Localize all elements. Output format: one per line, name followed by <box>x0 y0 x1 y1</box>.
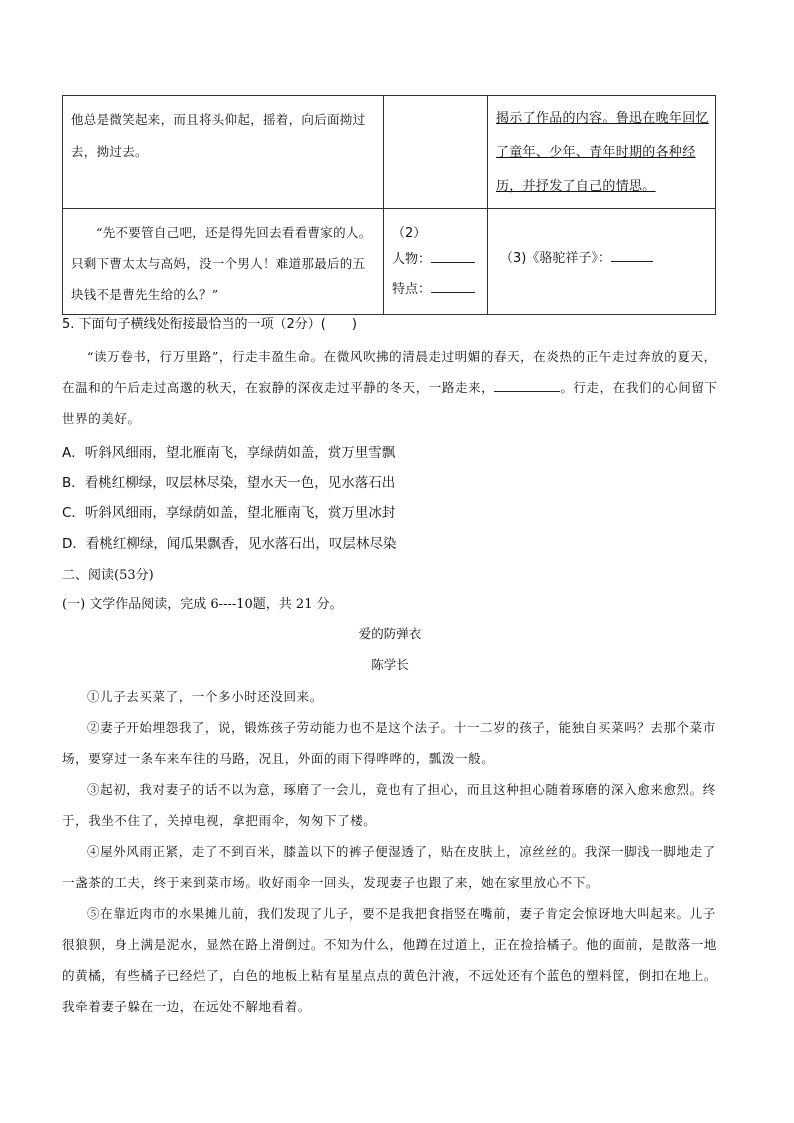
passage-text: “读万卷书，行万里路”，行走丰盈生命。在微风吹拂的清晨走过明媚的春天，在炎热的正午走过奔放的夏天，在温和的午后走过高邈的秋天，在寂静的深夜走过平静的冬天，一路走来， <box>62 349 717 395</box>
article-paragraph: ②妻子开始埋怨我了，说，锻炼孩子劳动能力也不是这个法子。十一二岁的孩子，能独自买菜吗？去那个菜市场，要穿过一条车来车往的马路，况且，外面的雨下得哗哗的，瓢泼一般。 <box>62 720 716 766</box>
blank-number: （2） <box>392 226 427 241</box>
article-paragraph: ③起初，我对妻子的话不以为意，琢磨了一会儿，竟也有了担心，而且这种担心随着琢磨的深入愈来愈烈。终于，我坐不住了，关掉电视，拿把雨伞，匆匆下了楼。 <box>62 782 716 828</box>
question-5-passage <box>62 341 718 434</box>
table-cell <box>488 209 716 315</box>
character-blank[interactable] <box>431 262 475 263</box>
quote-text: 他总是微笑起来，而且将头仰起，摇着，向后面拗过去，拗过去。 <box>71 112 366 159</box>
article-paragraph: ⑤在靠近肉市的水果摊儿前，我们发现了儿子，要不是我把食指竖在嘴前，妻子肯定会惊讶地大叫起来。儿子很狼狈，身上满是泥水，显然在路上滑倒过。不知为什么，他蹲在过道上，正在捡拾橘子。他的面前，是散落一地的黄橘，有些橘子已经烂了，白色的地板上粘有星星点点的黄色汁液，不远处还有个蓝色的塑料筐，倒扣在地上。我牵着妻子躲在一边，在远处不解地看着。 <box>62 906 718 1014</box>
analysis-text: 揭示了作品的内容。鲁迅在晚年回忆了童年、少年、青年时期的各种经历，并抒发了自己的情思。 <box>496 111 709 194</box>
table-cell <box>63 209 384 315</box>
article-author: 陈学长 <box>371 657 409 672</box>
blank-group <box>488 209 715 270</box>
book-label: （3)《骆驼祥子》： <box>500 251 611 266</box>
option-c[interactable]: C．听斜风细雨，享绿荫如盖，望北雁南飞，赏万里冰封 <box>62 505 396 521</box>
book-blank[interactable] <box>611 261 653 262</box>
option-d[interactable]: D．看桃红柳绿，闻瓜果飘香，见水落石出，叹层林尽染 <box>62 536 397 552</box>
table-cell <box>384 96 488 209</box>
table-cell <box>63 96 384 209</box>
option-b[interactable]: B．看桃红柳绿，叹层林尽染，望水天一色，见水落石出 <box>62 475 396 491</box>
article-paragraph: ①儿子去买菜了，一个多小时还没回来。 <box>87 689 323 704</box>
table-cell <box>488 96 716 209</box>
article-paragraph: ④屋外风雨正紧，走了不到百米，膝盖以下的裤子便湿透了，贴在皮肤上，凉丝丝的。我深一脚浅一脚地走了一盏茶的工夫，终于来到菜市场。收好雨伞一回头，发现妻子也跟了来，她在家里放心不下。 <box>62 844 716 890</box>
question-5-stem: 5. 下面句子横线处衔接最恰当的一项（2分）( ) <box>62 317 357 332</box>
section-subheading: (一) 文学作品阅读，完成 6----10题，共 21 分。 <box>62 597 343 612</box>
quote-text: “先不要管自己吧，还是得先回去看看曹家的人。只剩下曹太太与高妈，没一个男人！难道那最后的五块钱不是曹先生给的么？” <box>71 225 372 302</box>
option-a[interactable]: A．听斜风细雨，望北雁南飞，享绿荫如盖，赏万里雪飘 <box>62 445 396 461</box>
passage-text: 。行走，在我们的心间留下世界的美好。 <box>62 380 718 426</box>
table-row <box>63 96 716 209</box>
section-heading: 二、阅读(53分) <box>62 568 154 583</box>
blank-group <box>384 209 487 309</box>
table-cell <box>384 209 488 315</box>
trait-label: 特点： <box>392 282 432 297</box>
article-title: 爱的防弹衣 <box>358 626 422 641</box>
trait-blank[interactable] <box>431 292 475 293</box>
character-label: 人物： <box>392 252 432 267</box>
table-row <box>63 209 716 315</box>
answer-table <box>62 95 716 315</box>
passage-blank[interactable] <box>494 391 560 392</box>
